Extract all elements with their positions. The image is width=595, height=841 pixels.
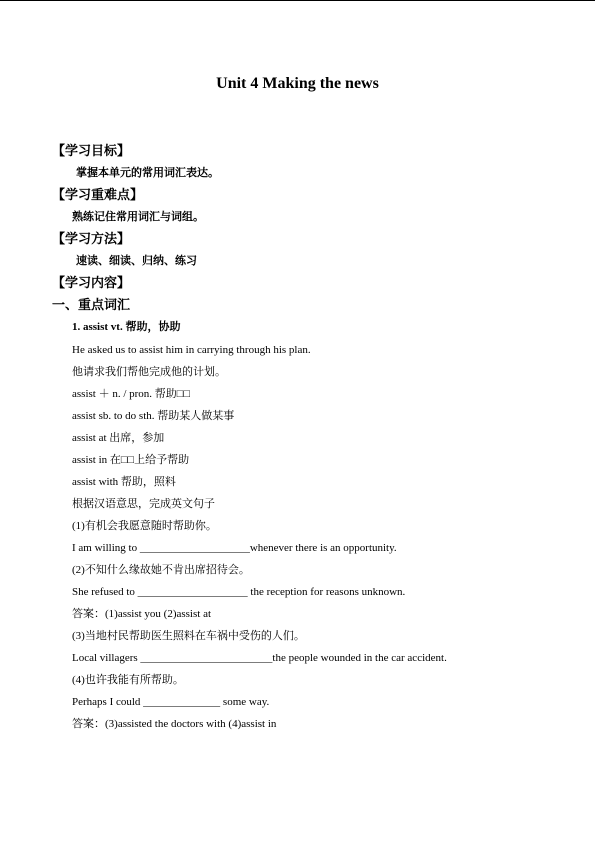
usage-assist-sb-to-do: assist sb. to do sth. 帮助某人做某事 (72, 410, 235, 422)
key-vocabulary-heading: 一、重点词汇 (52, 297, 131, 312)
exercise-2-en: She refused to ____________________ the reception for reasons unknown. (72, 586, 406, 598)
usage-assist-in: assist in 在□□上给予帮助 (72, 454, 190, 466)
usage-assist-noun: assist ＋ n. / pron. 帮助□□ (72, 388, 191, 400)
learning-method-heading: 【学习方法】 (52, 231, 131, 246)
usage-assist-at: assist at 出席，参加 (72, 432, 165, 444)
top-border-rule (0, 0, 595, 1)
exercise-3-en: Local villagers ________________________the people wounded in the car accident. (72, 652, 447, 664)
document-title: Unit 4 Making the news (216, 75, 379, 92)
exercise-4-zh: (4)也许我能有所帮助。 (72, 674, 184, 686)
exercise-instruction: 根据汉语意思，完成英文句子 (72, 498, 215, 510)
key-difficulty-text: 熟练记住常用词汇与词组。 (72, 211, 204, 223)
example-sentence-zh: 他请求我们帮他完成他的计划。 (72, 366, 226, 378)
vocab-entry-assist: 1. assist vt. 帮助，协助 (72, 321, 181, 333)
exercise-2-zh: (2)不知什么缘故她不肯出席招待会。 (72, 564, 250, 576)
answer-3-4: 答案：(3)assisted the doctors with (4)assist in (72, 718, 277, 730)
learning-goal-text: 掌握本单元的常用词汇表达。 (76, 167, 219, 179)
learning-method-text: 速读、细读、归纳、练习 (76, 255, 197, 267)
answer-1-2: 答案：(1)assist you (2)assist at (72, 608, 212, 620)
exercise-1-zh: (1)有机会我愿意随时帮助你。 (72, 520, 217, 532)
example-sentence-en: He asked us to assist him in carrying through his plan. (72, 344, 311, 356)
usage-assist-with: assist with 帮助，照料 (72, 476, 176, 488)
exercise-1-en: I am willing to ____________________whenever there is an opportunity. (72, 542, 397, 554)
learning-content-heading: 【学习内容】 (52, 275, 131, 290)
exercise-4-en: Perhaps I could ______________ some way. (72, 696, 270, 708)
key-difficulty-heading: 【学习重难点】 (52, 187, 144, 202)
learning-goal-heading: 【学习目标】 (52, 143, 131, 158)
exercise-3-zh: (3)当地村民帮助医生照料在车祸中受伤的人们。 (72, 630, 305, 642)
